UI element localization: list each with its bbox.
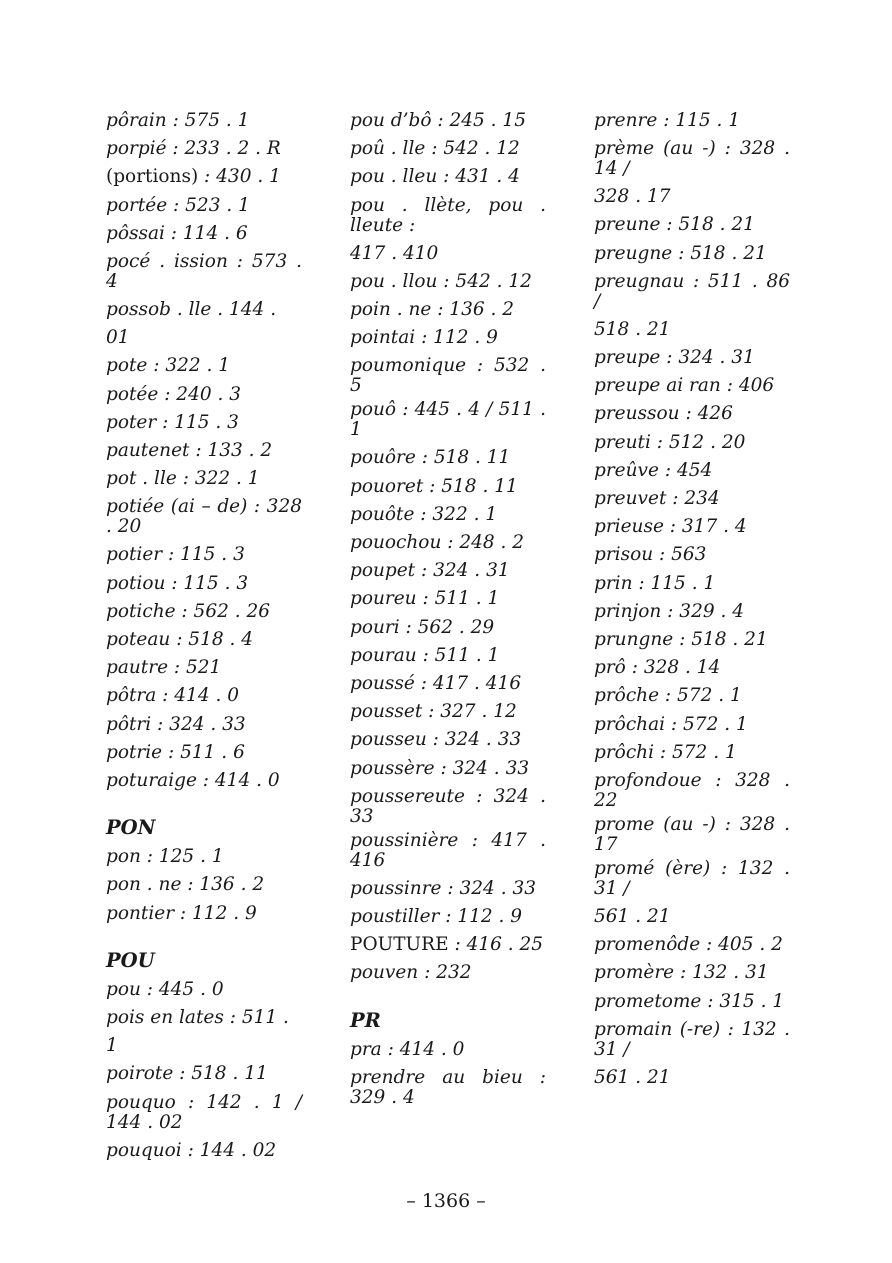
index-entry: pointai : 112 . 9 [350,327,498,349]
index-entry: 328 . 17 [594,186,671,208]
index-column-3 [594,107,790,1092]
index-entry: pouochou : 248 . 2 [350,532,525,554]
index-entry: poussinière : 417 . 416 [350,829,546,871]
index-entry: pois en lates : 511 . 1 [106,1007,289,1057]
index-entry: potiche : 562 . 26 [106,600,271,622]
index-entry: pou . lleu : 431 . 4 [350,166,520,188]
index-entry: pou : 445 . 0 [106,978,224,1000]
index-entry: poustiller : 112 . 9 [350,906,523,928]
index-entry: pautenet : 133 . 2 [106,440,273,462]
index-entry: pocé . ission : 573 . 4 [106,251,302,293]
index-entry: prôche : 572 . 1 [594,685,742,707]
index-entry: pon . ne : 136 . 2 [106,874,265,896]
section-heading: PR [350,1008,381,1032]
index-entry: poteau : 518 . 4 [106,629,254,651]
index-entry: poumonique : 532 . 5 [350,355,546,397]
index-entry: pousset : 327 . 12 [350,701,517,723]
index-entry: pouôre : 518 . 11 [350,447,511,469]
index-entry: pôtri : 324 . 33 [106,713,246,735]
index-entry: preugne : 518 . 21 [594,242,767,264]
index-entry: pôrain : 575 . 1 [106,110,250,131]
index-entry: prinjon : 329 . 4 [594,600,745,622]
index-entry: poturaige : 414 . 0 [106,770,280,792]
index-entry: preupe ai ran : 406 [594,375,775,397]
index-entry: prôchi : 572 . 1 [594,741,737,763]
index-entry: poussinre : 324 . 33 [350,877,536,899]
index-entry: preuvet : 234 [594,488,720,510]
index-entry: prisou : 563 [594,544,707,566]
index-entry: promère : 132 . 31 [594,962,769,984]
index-entry: prendre au bieu : 329 . 4 [350,1066,546,1108]
index-entry: preuti : 512 . 20 [594,431,746,453]
index-entry: pôtra : 414 . 0 [106,685,240,707]
entry-reference: : 430 . 1 [198,166,281,188]
entry-term-upright: POUTURE [350,934,449,956]
index-entry: poussère : 324 . 33 [350,757,530,779]
section-heading: PON [106,816,156,840]
index-entry: pou . llou : 542 . 12 [350,270,532,292]
index-entry: profondoue : 328 . 22 [594,770,790,812]
index-entry: poussé : 417 . 416 [350,673,522,695]
index-entry: poirote : 518 . 11 [106,1063,268,1085]
index-entry: potrie : 511 . 6 [106,741,245,763]
index-entry: pôssai : 114 . 6 [106,222,248,244]
index-entry: pra : 414 . 0 [350,1038,465,1060]
index-entry: pourau : 511 . 1 [350,644,500,666]
index-entry: pouquoi : 144 . 02 [106,1139,277,1161]
index-entry: pousseu : 324 . 33 [350,729,522,751]
index-entry: preune : 518 . 21 [594,214,755,236]
index-entry: prème (au -) : 328 . 14 / [594,138,790,180]
index-entry: portée : 523 . 1 [106,194,250,216]
index-entry: prô : 328 . 14 [594,657,721,679]
index-entry: prenre : 115 . 1 [594,110,741,131]
index-entry: pautre : 521 [106,657,222,679]
index-entry: possob . lle . 144 . 01 [106,299,277,349]
section-heading: POU [106,948,155,972]
index-entry: prieuse : 317 . 4 [594,516,747,538]
index-entry: pote : 322 . 1 [106,355,231,377]
index-entry: poter : 115 . 3 [106,411,239,433]
index-entry: preupe : 324 . 31 [594,347,755,369]
index-entry: pontier : 112 . 9 [106,902,257,924]
index-entry: 518 . 21 [594,318,671,340]
index-entry: prungne : 518 . 21 [594,629,768,651]
index-entry: potiée (ai – de) : 328 . 20 [106,496,302,538]
index-entry: pou . llète, pou . lleute : [350,194,546,236]
index-entry: pouven : 232 [350,962,472,984]
index-entry: promé (ère) : 132 . 31 / [594,858,790,900]
index-entry: pouoret : 518 . 11 [350,475,518,497]
index-entry: pon : 125 . 1 [106,846,224,868]
index-entry: prôchai : 572 . 1 [594,713,748,735]
index-entry: potée : 240 . 3 [106,383,242,405]
index-entry: poureu : 511 . 1 [350,588,500,610]
index-entry: prin : 115 . 1 [594,572,716,594]
index-entry: pouquo : 142 . 1 / 144 . 02 [106,1091,302,1133]
entry-reference: : 416 . 25 [448,934,544,956]
index-entry: poin . ne : 136 . 2 [350,299,515,321]
index-entry: promenôde : 405 . 2 [594,934,783,956]
index-entry: preûve : 454 [594,459,713,481]
index-entry: poupet : 324 . 31 [350,560,510,582]
index-entry: pouôte : 322 . 1 [350,503,498,525]
index-entry: promain (-re) : 132 . 31 / [594,1018,790,1060]
index-entry: potier : 115 . 3 [106,544,245,566]
index-entry: poû . lle : 542 . 12 [350,138,520,160]
index-entry: pouri : 562 . 29 [350,616,495,638]
index-entry: 417 . 410 [350,242,439,264]
index-column-1 [106,107,302,1165]
index-entry: prome (au -) : 328 . 17 [594,814,790,856]
index-entry [106,163,302,191]
index-column-2 [350,107,546,1112]
page-number: – 1366 – [406,1190,486,1212]
index-entry [350,931,546,959]
index-entry: porpié : 233 . 2 . R [106,138,281,160]
index-entry: potiou : 115 . 3 [106,572,249,594]
index-entry: preussou : 426 [594,403,733,425]
index-entry: pou d’bô : 245 . 15 [350,110,526,131]
index-entry: preugnau : 511 . 86 / [594,270,790,312]
entry-term-upright: (portions) [106,166,199,188]
index-entry: 561 . 21 [594,906,671,928]
index-entry: pouô : 445 . 4 / 511 . 1 [350,399,546,441]
index-entry: prometome : 315 . 1 [594,990,785,1012]
index-entry: 561 . 21 [594,1066,671,1088]
index-entry: pot . lle : 322 . 1 [106,468,260,490]
index-entry: poussereute : 324 . 33 [350,785,546,827]
